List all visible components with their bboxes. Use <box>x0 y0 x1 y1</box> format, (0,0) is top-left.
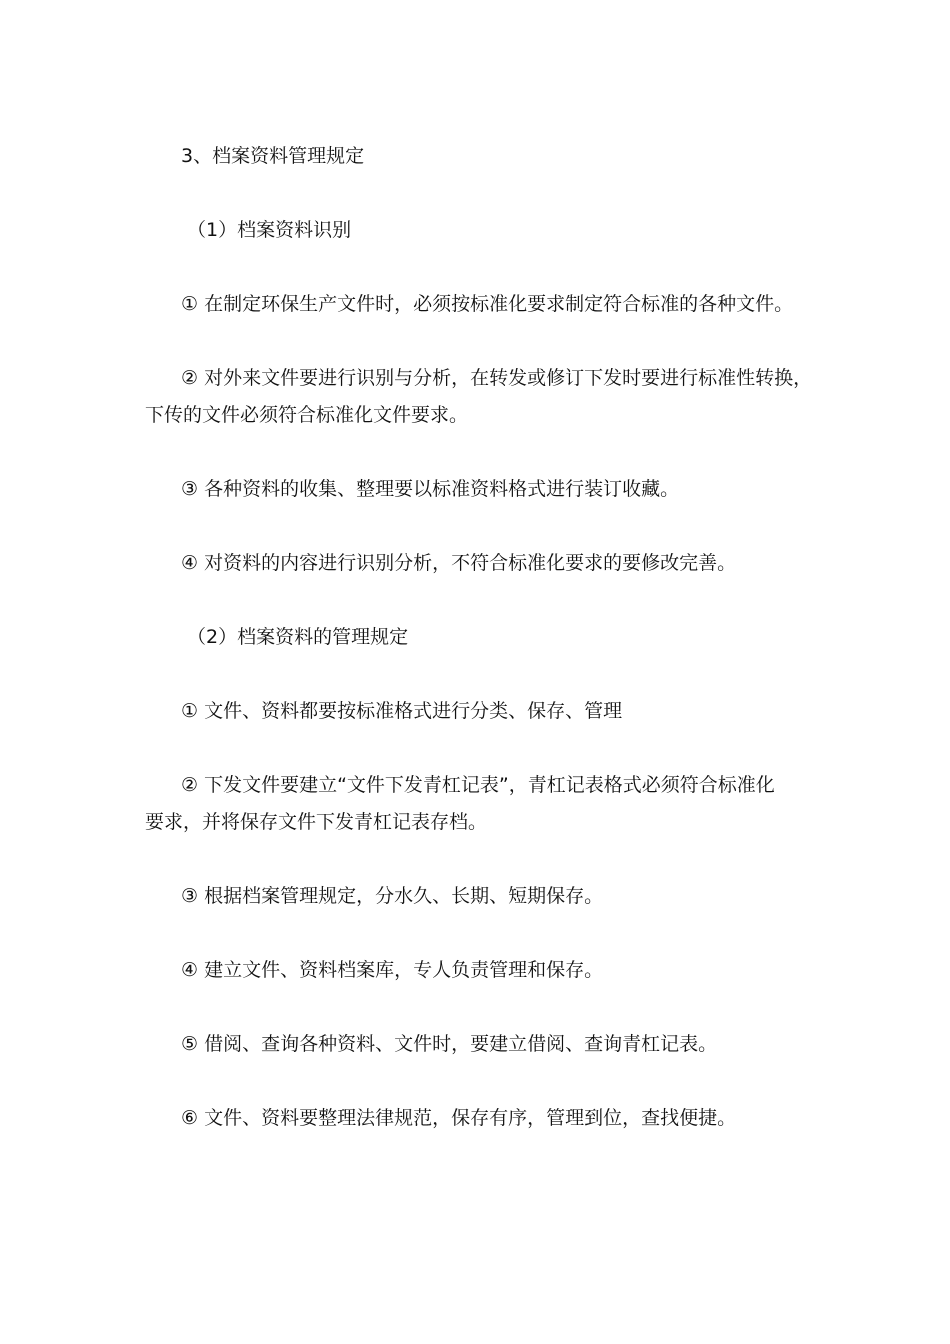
section-heading: 3、档案资料管理规定 <box>181 145 365 167</box>
list-item: ② 下发文件要建立“文件下发青杠记表”，青杠记表格式必须符合标准化 <box>181 774 775 796</box>
list-item: ① 在制定环保生产文件时，必须按标准化要求制定符合标准的各种文件。 <box>181 293 794 315</box>
list-item: ① 文件、资料都要按标准格式进行分类、保存、管理 <box>181 700 623 722</box>
list-item-continuation: 要求，并将保存文件下发青杠记表存档。 <box>145 811 488 833</box>
list-item: ③ 各种资料的收集、整理要以标准资料格式进行装订收藏。 <box>181 478 680 500</box>
list-item: ④ 建立文件、资料档案库，专人负责管理和保存。 <box>181 959 604 981</box>
list-item: ⑥ 文件、资料要整理法律规范，保存有序，管理到位，查找便捷。 <box>181 1107 737 1129</box>
document-body <box>145 138 825 1137</box>
list-item: ② 对外来文件要进行识别与分析，在转发或修订下发时要进行标准性转换， <box>181 367 813 389</box>
subsection-title: （1）档案资料识别 <box>187 219 352 241</box>
subsection-title: （2）档案资料的管理规定 <box>187 626 409 648</box>
list-item: ⑤ 借阅、查询各种资料、文件时，要建立借阅、查询青杠记表。 <box>181 1033 718 1055</box>
list-item: ③ 根据档案管理规定，分水久、长期、短期保存。 <box>181 885 604 907</box>
list-item: ④ 对资料的内容进行识别分析，不符合标准化要求的要修改完善。 <box>181 552 737 574</box>
list-item-continuation: 下传的文件必须符合标准化文件要求。 <box>145 404 469 426</box>
